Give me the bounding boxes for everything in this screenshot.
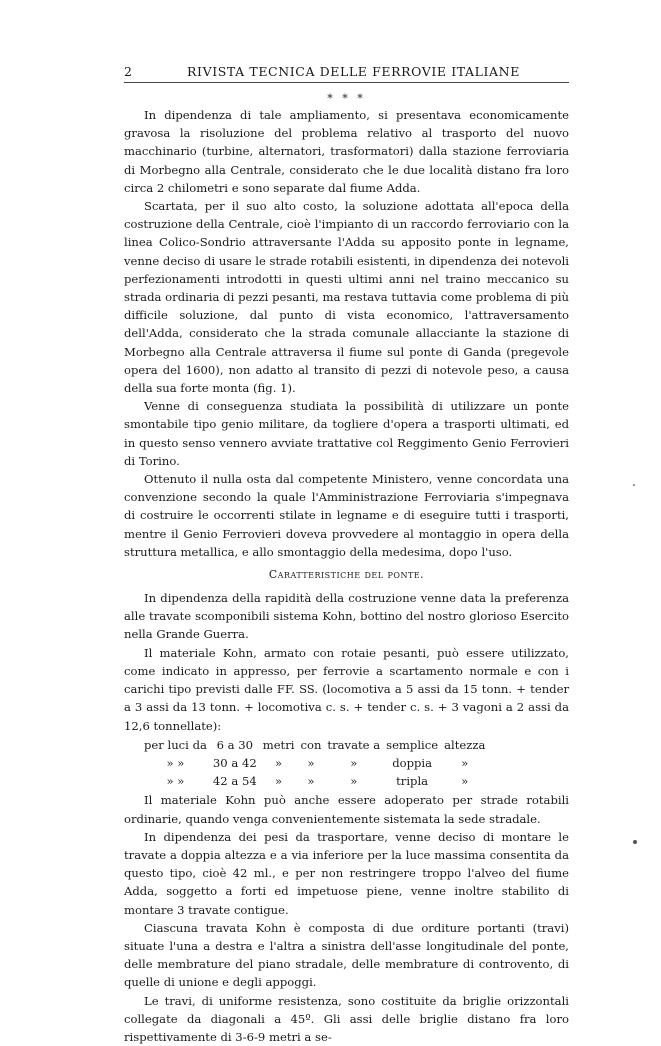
span-cell: » — [307, 774, 315, 789]
span-row — [141, 754, 488, 772]
paragraph: Ciascuna travata Kohn è composta di due orditure portanti (travi) situate l'una a destra e l'altra a sinistra dell'asse longitudinale del ponte, delle membrature del piano stradale, delle membrature di controvento, di quelle di unione e degli appoggi. — [124, 920, 569, 990]
span-cell: tripla — [396, 774, 429, 789]
section-separator: * * * — [327, 92, 366, 105]
paragraph: Il materiale Kohn può anche essere adoperato per strade rotabili ordinarie, quando venga convenientemente sistemata la sede stradale. — [124, 793, 569, 826]
span-cell: » » — [166, 755, 185, 770]
span-cell: » — [275, 755, 283, 770]
span-cell: » — [461, 755, 469, 770]
paragraph: In dipendenza dei pesi da trasportare, venne deciso di montare le travate a doppia altezza e a via inferiore per la luce massima consentita da questo tipo, cioè 42 ml., e per non restringere troppo l'alveo del fiume Adda, soggetto a forti ed impetuose piene, venne inoltre stabilito di montare 3 travate contigue. — [124, 829, 569, 917]
span-table — [141, 736, 488, 791]
span-cell: travate a — [327, 737, 381, 752]
span-cell: » — [461, 774, 469, 789]
span-cell: » » — [166, 774, 185, 789]
span-cell: 42 a 54 — [212, 774, 257, 789]
paragraph: Venne di conseguenza studiata la possibilità di utilizzare un ponte smontabile tipo genio militare, da togliere d'opera a trasporti ultimati, ed in questo senso vennero avviate trattative col Reggimento Genio Ferrovieri di Torino. — [124, 399, 569, 468]
paragraph: Scartata, per il suo alto costo, la soluzione adottata all'epoca della costruzione della Centrale, cioè l'impianto di un raccordo ferroviario con la linea Colico-Sondrio attraversante l'Adda su apposito ponte in legname, venne deciso di usare le strade rotabili esistenti, in dipendenza dei notevoli perfezionamenti introdotti in questi ultimi anni nel traino meccanico su strada ordinaria di pezzi pesanti, ma restava tuttavia come problema di più difficile soluzione, dal punto di vista economico, l'attraversamento dell'Adda, considerato che la strada comunale allacciante la stazione di Morbegno alla Centrale attraversa il fiume sul ponte di Ganda (pregevole opera del 1600), non adatto al transito di pezzi di notevole peso, a causa della sua forte monta (fig. 1). — [124, 199, 569, 396]
span-cell: » — [307, 755, 315, 770]
span-cell: doppia — [392, 755, 433, 770]
span-cell: altezza — [444, 737, 486, 752]
scan-speck — [633, 484, 635, 486]
span-cell: » — [350, 755, 358, 770]
span-row — [141, 736, 488, 754]
page-number: 2 — [124, 64, 133, 79]
span-cell: semplice — [386, 737, 439, 752]
body-text — [124, 106, 569, 1046]
paragraph: In dipendenza della rapidità della costruzione venne data la preferenza alle travate scomponibili sistema Kohn, bottino del nostro glorioso Esercito nella Grande Guerra. — [124, 591, 569, 642]
paragraph: Il materiale Kohn, armato con rotaie pesanti, può essere utilizzato, come indicato in appresso, per ferrovie a scartamento normale e con i carichi tipo previsti dalle FF. SS. (locomotiva a 5 assi da 15 tonn. + tender a 3 assi da 13 tonn. + locomotiva c. s. + tender c. s. + 3 vagoni a 2 assi da 12,6 tonnellate): — [124, 645, 569, 733]
journal-title: RIVISTA TECNICA DELLE FERROVIE ITALIANE — [187, 64, 520, 79]
section-heading: Caratteristiche del ponte. — [268, 568, 425, 582]
span-cell: » — [275, 774, 283, 789]
running-header — [124, 64, 569, 84]
paragraph: In dipendenza di tale ampliamento, si presentava economicamente gravosa la risoluzione del problema relativo al trasporto del nuovo macchinario (turbine, alternatori, trasformatori) dalla stazione ferroviaria di Morbegno alla Centrale, considerato che le due località distano fra loro circa 2 chilometri e sono separate dal fiume Adda. — [124, 108, 569, 195]
span-cell: con — [300, 737, 322, 752]
header-rule — [124, 82, 569, 83]
paragraph: Ottenuto il nulla osta dal competente Ministero, venne concordata una convenzione secondo la quale l'Amministrazione Ferroviaria s'impegnava di costruire le occorrenti stilate in legname e di eseguire tutti i trasporti, mentre il Genio Ferrovieri doveva provvedere al montaggio in opera della struttura metallica, e allo smontaggio della medesima, dopo l'uso. — [124, 472, 569, 559]
span-cell: » — [350, 774, 358, 789]
span-cell: per luci da — [144, 737, 207, 752]
span-cell: 6 a 30 — [216, 737, 254, 752]
span-cell: metri — [262, 737, 295, 752]
span-row — [141, 772, 488, 790]
paragraph: Le travi, di uniforme resistenza, sono costituite da briglie orizzontali collegate da diagonali a 45º. Gli assi delle briglie distano fra loro rispettivamente di 3-6-9 metri a se- — [124, 993, 569, 1044]
span-cell: 30 a 42 — [212, 755, 257, 770]
scan-speck — [633, 840, 637, 844]
